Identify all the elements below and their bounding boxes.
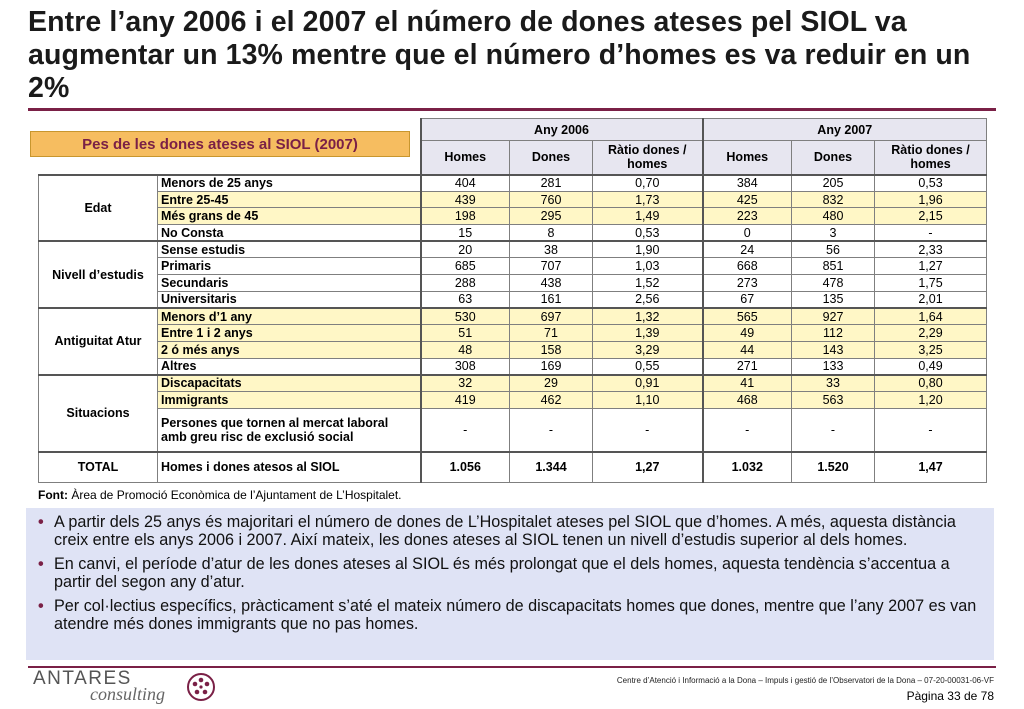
- table-cell: 0,80: [875, 375, 987, 392]
- table-row: [39, 375, 987, 392]
- table-cell: 1,90: [593, 241, 703, 258]
- table-cell: 2,29: [875, 325, 987, 342]
- table-cell: 1,03: [593, 258, 703, 275]
- row-group-label: Nivell d’estudis: [39, 241, 158, 308]
- table-cell: 223: [703, 208, 792, 225]
- table-row: [39, 175, 987, 192]
- table-cell: 308: [421, 358, 510, 375]
- company-logo-text: ANTARES: [33, 668, 132, 689]
- table-cell: 1,27: [875, 258, 987, 275]
- table-cell: 478: [792, 275, 875, 292]
- table-cell: 832: [792, 191, 875, 208]
- table-cell: 3: [792, 225, 875, 242]
- table-cell: 112: [792, 325, 875, 342]
- table-cell: -: [875, 408, 987, 452]
- table-cell: 0,49: [875, 358, 987, 375]
- row-label: Altres: [158, 358, 421, 375]
- table-cell: -: [593, 408, 703, 452]
- table-cell: 24: [703, 241, 792, 258]
- table-cell: 0: [703, 225, 792, 242]
- table-cell: 3,25: [875, 341, 987, 358]
- table-cell: 158: [510, 341, 593, 358]
- table-cell: 41: [703, 375, 792, 392]
- table-cell: -: [792, 408, 875, 452]
- table-row: [39, 258, 987, 275]
- table-cell: 271: [703, 358, 792, 375]
- source-text: Àrea de Promoció Econòmica de l’Ajuntament de L’Hospitalet.: [71, 488, 402, 502]
- table-cell: 67: [703, 291, 792, 308]
- table-cell: 51: [421, 325, 510, 342]
- table-cell: 419: [421, 391, 510, 408]
- table-cell: 0,55: [593, 358, 703, 375]
- table-cell: 56: [792, 241, 875, 258]
- table-cell: 273: [703, 275, 792, 292]
- row-label: Persones que tornen al mercat laboral amb greu risc de exclusió social: [158, 408, 421, 452]
- row-label: Entre 1 i 2 anys: [158, 325, 421, 342]
- table-cell: 3,29: [593, 341, 703, 358]
- year-header-2007: Any 2007: [703, 119, 987, 141]
- column-header: Homes: [703, 141, 792, 175]
- table-row: [39, 308, 987, 325]
- table-cell: 0,91: [593, 375, 703, 392]
- total-cell: 1,47: [875, 452, 987, 482]
- total-cell: 1.520: [792, 452, 875, 482]
- page-title: Entre l’any 2006 i el 2007 el número de dones ateses pel SIOL va augmentar un 13% mentre que el número d’homes es va reduir en un 2%: [28, 6, 971, 104]
- summary-box: [26, 508, 994, 660]
- table-cell: 63: [421, 291, 510, 308]
- summary-bullet: • Per col·lectius específics, pràcticament s’até el mateix número de discapacitats homes que dones, mentre que l’any 2007 es van atendre més dones immigrants que no pas homes.: [38, 597, 977, 633]
- table-row: [39, 408, 987, 452]
- table-cell: 29: [510, 375, 593, 392]
- table-row: [39, 241, 987, 258]
- row-label: Entre 25-45: [158, 191, 421, 208]
- page-number: Pàgina 33 de 78: [906, 689, 994, 703]
- table-cell: 281: [510, 175, 593, 192]
- row-label: Més grans de 45: [158, 208, 421, 225]
- footer-divider: [28, 666, 996, 668]
- table-cell: 0,70: [593, 175, 703, 192]
- table-cell: 161: [510, 291, 593, 308]
- total-cell: 1.032: [703, 452, 792, 482]
- row-label: Menors de 25 anys: [158, 175, 421, 192]
- table-cell: -: [703, 408, 792, 452]
- table-cell: 530: [421, 308, 510, 325]
- table-cell: 0,53: [875, 175, 987, 192]
- table-cell: 1,64: [875, 308, 987, 325]
- column-header: Homes: [421, 141, 510, 175]
- table-cell: 198: [421, 208, 510, 225]
- table-cell: -: [421, 408, 510, 452]
- table-row: [39, 225, 987, 242]
- row-label: Secundaris: [158, 275, 421, 292]
- row-group-label: Antiguitat Atur: [39, 308, 158, 375]
- table-cell: 927: [792, 308, 875, 325]
- table-cell: 15: [421, 225, 510, 242]
- table-cell: 685: [421, 258, 510, 275]
- table-cell: 1,20: [875, 391, 987, 408]
- table-cell: 1,52: [593, 275, 703, 292]
- table-cell: 439: [421, 191, 510, 208]
- table-cell: 49: [703, 325, 792, 342]
- table-row: [39, 358, 987, 375]
- total-label: TOTAL: [39, 452, 158, 482]
- table-cell: 205: [792, 175, 875, 192]
- table-row: [39, 391, 987, 408]
- total-cell: 1.056: [421, 452, 510, 482]
- total-row: [39, 452, 987, 482]
- table-row: [39, 208, 987, 225]
- table-cell: 480: [792, 208, 875, 225]
- table-caption: Pes de les dones ateses al SIOL (2007): [30, 131, 410, 157]
- summary-bullet: • En canvi, el període d’atur de les dones ateses al SIOL és més prolongat que el dels homes, aquesta tendència s’accentua a partir del segon any d’atur.: [38, 555, 950, 591]
- table-cell: 1,10: [593, 391, 703, 408]
- table-row: [39, 275, 987, 292]
- table-cell: 169: [510, 358, 593, 375]
- table-cell: 48: [421, 341, 510, 358]
- bullet-icon: •: [38, 555, 44, 573]
- table-cell: 697: [510, 308, 593, 325]
- row-label: No Consta: [158, 225, 421, 242]
- table-cell: 565: [703, 308, 792, 325]
- table-cell: 8: [510, 225, 593, 242]
- table-cell: 1,49: [593, 208, 703, 225]
- table-cell: -: [875, 225, 987, 242]
- table-cell: 760: [510, 191, 593, 208]
- title-divider: [28, 108, 996, 111]
- row-label: Immigrants: [158, 391, 421, 408]
- table-cell: 143: [792, 341, 875, 358]
- table-cell: 1,39: [593, 325, 703, 342]
- column-header: Dones: [510, 141, 593, 175]
- table-cell: 135: [792, 291, 875, 308]
- column-header: Ràtio dones / homes: [593, 141, 703, 175]
- table-cell: 20: [421, 241, 510, 258]
- row-label: Sense estudis: [158, 241, 421, 258]
- table-cell: 44: [703, 341, 792, 358]
- table-cell: 404: [421, 175, 510, 192]
- table-cell: 462: [510, 391, 593, 408]
- data-table: [38, 118, 987, 483]
- table-cell: 33: [792, 375, 875, 392]
- table-cell: 295: [510, 208, 593, 225]
- row-group-label: Edat: [39, 175, 158, 242]
- table-cell: 707: [510, 258, 593, 275]
- company-logo-icon: [186, 672, 216, 702]
- table-cell: 2,15: [875, 208, 987, 225]
- source-note: [38, 488, 402, 502]
- year-header-2006: Any 2006: [421, 119, 703, 141]
- table-cell: 32: [421, 375, 510, 392]
- total-cell: 1.344: [510, 452, 593, 482]
- bullet-icon: •: [38, 597, 44, 615]
- table-cell: 1,75: [875, 275, 987, 292]
- table-row: [39, 341, 987, 358]
- row-label: Primaris: [158, 258, 421, 275]
- row-label: Universitaris: [158, 291, 421, 308]
- total-cell: 1,27: [593, 452, 703, 482]
- table-row: [39, 325, 987, 342]
- table-row: [39, 191, 987, 208]
- row-label: Menors d’1 any: [158, 308, 421, 325]
- table-cell: 38: [510, 241, 593, 258]
- table-cell: 71: [510, 325, 593, 342]
- table-cell: 425: [703, 191, 792, 208]
- table-cell: 1,96: [875, 191, 987, 208]
- table-cell: 438: [510, 275, 593, 292]
- table-cell: 2,56: [593, 291, 703, 308]
- table-cell: 1,73: [593, 191, 703, 208]
- total-row-label: Homes i dones atesos al SIOL: [158, 452, 421, 482]
- row-label: Discapacitats: [158, 375, 421, 392]
- table-cell: 288: [421, 275, 510, 292]
- table-cell: 668: [703, 258, 792, 275]
- bullet-icon: •: [38, 513, 44, 531]
- source-label: Font:: [38, 488, 68, 502]
- table-cell: 1,32: [593, 308, 703, 325]
- table-cell: 133: [792, 358, 875, 375]
- table-cell: 384: [703, 175, 792, 192]
- table-cell: 2,01: [875, 291, 987, 308]
- row-label: 2 ó més anys: [158, 341, 421, 358]
- table-cell: 468: [703, 391, 792, 408]
- column-header: Dones: [792, 141, 875, 175]
- column-header: Ràtio dones / homes: [875, 141, 987, 175]
- table-cell: 563: [792, 391, 875, 408]
- company-logo-subtext: consulting: [90, 684, 165, 704]
- summary-bullet: • A partir dels 25 anys és majoritari el número de dones de L’Hospitalet ateses pel SIOL que d’homes. A més, aquesta distància creix entre els anys 2006 i 2007. Així mateix, les dones ateses al SIOL tenen un nivell d’estudis superior al dels homes.: [38, 513, 956, 549]
- table-cell: 0,53: [593, 225, 703, 242]
- table-cell: 851: [792, 258, 875, 275]
- table-cell: 2,33: [875, 241, 987, 258]
- row-group-label: Situacions: [39, 375, 158, 452]
- document-reference: Centre d’Atenció i Informació a la Dona – Impuls i gestió de l’Observatori de la Dona – 07-20-00031-06-VF: [616, 676, 994, 685]
- table-row: [39, 291, 987, 308]
- table-cell: -: [510, 408, 593, 452]
